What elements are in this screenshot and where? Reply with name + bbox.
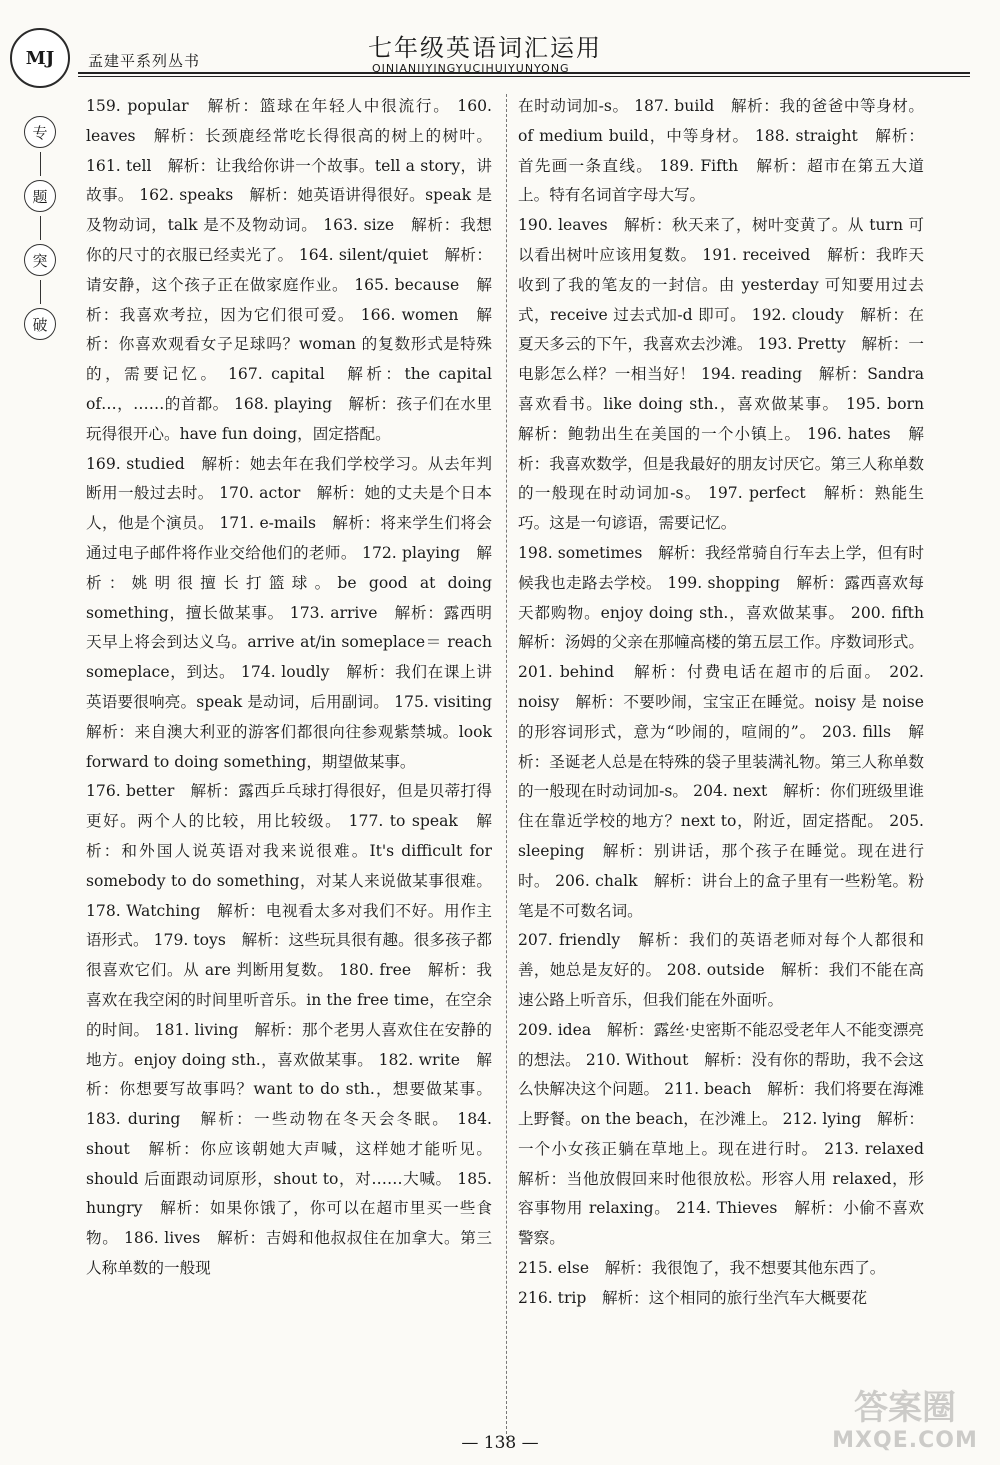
watermark-logo: [820, 1388, 990, 1458]
answer-paragraph: 159. popular 解析：篮球在年轻人中很流行。 160. leaves 解析：长颈鹿经常吃长得很高的树上的树叶。 161. tell 解析：让我给你讲一个故事。tell a story，讲故事。 162. speaks 解析：她英语讲得很好。speak 是及物动词，talk 是不及物动词。 163. size 解析：我想你的尺寸的衣服已经卖光了。 164. silent/quiet 解析：请安静，这个孩子正在做家庭作业。 165. because 解析：我喜欢考拉，因为它们很可爱。 166. women 解析：你喜欢观看女子足球吗？woman 的复数形式是特殊的，需要记忆。 167. capital 解析：the capital of…，……的首都。 168. playing 解析：孩子们在水里玩得很开心。have fun doing，固定搭配。: [86, 97, 492, 443]
side-tab-char: 专: [24, 116, 56, 148]
side-tab-connector: [40, 216, 41, 240]
watermark-url: MXQE.COM: [832, 1428, 978, 1453]
answer-paragraph: 169. studied 解析：她去年在我们学校学习。从去年判断用一般过去时。 170. actor 解析：她的丈夫是个日本人，他是个演员。 171. e-mails 解析：将来学生们将会通过电子邮件将作业交给他们的老师。 172. playing 解析：姚明很擅长打篮球。be good at doing something，擅长做某事。 173. arrive 解析：露西明天早上将会到达义乌。arrive at/in someplace＝ reach someplace，到达。 174. loudly 解析：我们在课上讲英语要很响亮。speak 是动词，后用副词。 175. visiting 解析：来自澳大利亚的游客们都很向往参观紫禁城。look forward to doing something，期望做某事。: [86, 454, 508, 771]
logo-text: MJ: [25, 47, 55, 69]
side-tab: [4, 112, 76, 344]
column-divider: [506, 94, 507, 1439]
book-title: 七年级英语词汇运用: [368, 34, 602, 62]
publisher-logo: [10, 28, 70, 88]
header-rule-thin: [78, 76, 970, 77]
side-tab-connector: [40, 152, 41, 176]
page-number: — 138 —: [461, 1433, 539, 1453]
answer-paragraph: 215. else 解析：我很饱了，我不想要其他东西了。: [518, 1259, 886, 1278]
side-tab-char: 题: [24, 180, 56, 212]
right-column: [518, 92, 940, 1314]
answer-paragraph: 190. leaves 解析：秋天来了，树叶变黄了。从 turn 可以看出树叶应该用复数。 191. received 解析：我昨天收到了我的笔友的一封信。由 yesterday 可知要用过去式，receive 过去式加-d 即可。 192. cloudy 解析：在夏天多云的下午，我喜欢去沙滩。 193. Pretty 解析：一电影怎么样？一相当好！ 194. reading 解析：Sandra 喜欢看书。like doing sth.，喜欢做某事。 195. born 解析：鲍勃出生在美国的一个小镇上。 196. hates 解析：我喜欢数学，但是我最好的朋友讨厌它。第三人称单数的一般现在时动词加-s。 197. perfect 解析：熟能生巧。这是一句谚语，需要记忆。: [518, 216, 940, 533]
book-title-pinyin: QINIANJIYINGYUCIHUIYUNYONG: [372, 62, 570, 75]
side-tab-char: 破: [24, 308, 56, 340]
answer-paragraph: 在时动词加-s。 187. build 解析：我的爸爸中等身材。of medium build，中等身材。 188. straight 解析：首先画一条直线。 189. Fifth 解析：超市在第五大道上。特有名词首字母大写。: [518, 97, 924, 205]
side-tab-char: 突: [24, 244, 56, 276]
answer-paragraph: 198. sometimes 解析：我经常骑自行车去上学，但有时候我也走路去学校。 199. shopping 解析：露西喜欢每天都购物。enjoy doing sth.，喜欢做某事。 200. fifth 解析：汤姆的父亲在那幢高楼的第五层工作。序数词形式。 201. behind 解析：付费电话在超市的后面。 202. noisy 解析：不要吵闹，宝宝正在睡觉。noisy 是 noise 的形容词形式，意为“吵闹的，喧闹的”。 203. fills 解析：圣诞老人总是在特殊的袋子里装满礼物。第三人称单数的一般现在时动词加-s。 204. next 解析：你们班级里谁住在靠近学校的地方？next to，附近，固定搭配。 205. sleeping 解析：别讲话，那个孩子在睡觉。现在进行时。 206. chalk 解析：讲台上的盒子里有一些粉笔。粉笔是不可数名词。: [518, 543, 940, 920]
header-rule: [78, 72, 970, 74]
side-tab-connector: [40, 280, 41, 304]
answer-paragraph: 209. idea 解析：露丝·史密斯不能忍受老年人不能变漂亮的想法。 210. Without 解析：没有你的帮助，我不会这么快解决这个问题。 211. beach 解析：我们将要在海滩上野餐。on the beach，在沙滩上。 212. lying 解析：一个小女孩正躺在草地上。现在进行时。 213. relaxed 解析：当他放假回来时他很放松。形容人用 relaxed，形容事物用 relaxing。 214. Thieves 解析：小偷不喜欢警察。: [518, 1020, 940, 1248]
answer-paragraph: 207. friendly 解析：我们的英语老师对每个人都很和善，她总是友好的。 208. outside 解析：我们不能在高速公路上听音乐，但我们能在外面听。: [518, 931, 924, 1009]
answer-paragraph: 216. trip 解析：这个相同的旅行坐汽车大概要花: [518, 1288, 868, 1307]
answer-paragraph: 176. better 解析：露西乒乓球打得很好，但是贝蒂打得更好。两个人的比较，用比较级。 177. to speak 解析：和外国人说英语对我来说很难。It's difficult for somebody to do something，对某人来说做某事很难。 178. Watching 解析：电视看太多对我们不好。用作主语形式。 179. toys 解析：这些玩具很有趣。很多孩子都很喜欢它们。从 are 判断用复数。 180. free 解析：我喜欢在我空闲的时间里听音乐。in the free time，在空余的时间。 181. living 解析：那个老男人喜欢住在安静的地方。enjoy doing sth.，喜欢做某事。 182. write 解析：你想要写故事吗？want to do sth.，想要做某事。 183. during 解析：一些动物在冬天会冬眠。 184. shout 解析：你应该朝她大声喊，这样她才能听见。should 后面跟动词原形，shout to，对……大喊。 185. hungry 解析：如果你饿了，你可以在超市里买一些食物。 186. lives 解析：吉姆和他叔叔住在加拿大。第三人称单数的一般现: [86, 782, 492, 1278]
left-column: [86, 92, 508, 1284]
page-header: [0, 0, 1000, 90]
watermark-text: 答案圈: [854, 1388, 956, 1428]
series-name: 孟建平系列丛书: [88, 52, 201, 70]
